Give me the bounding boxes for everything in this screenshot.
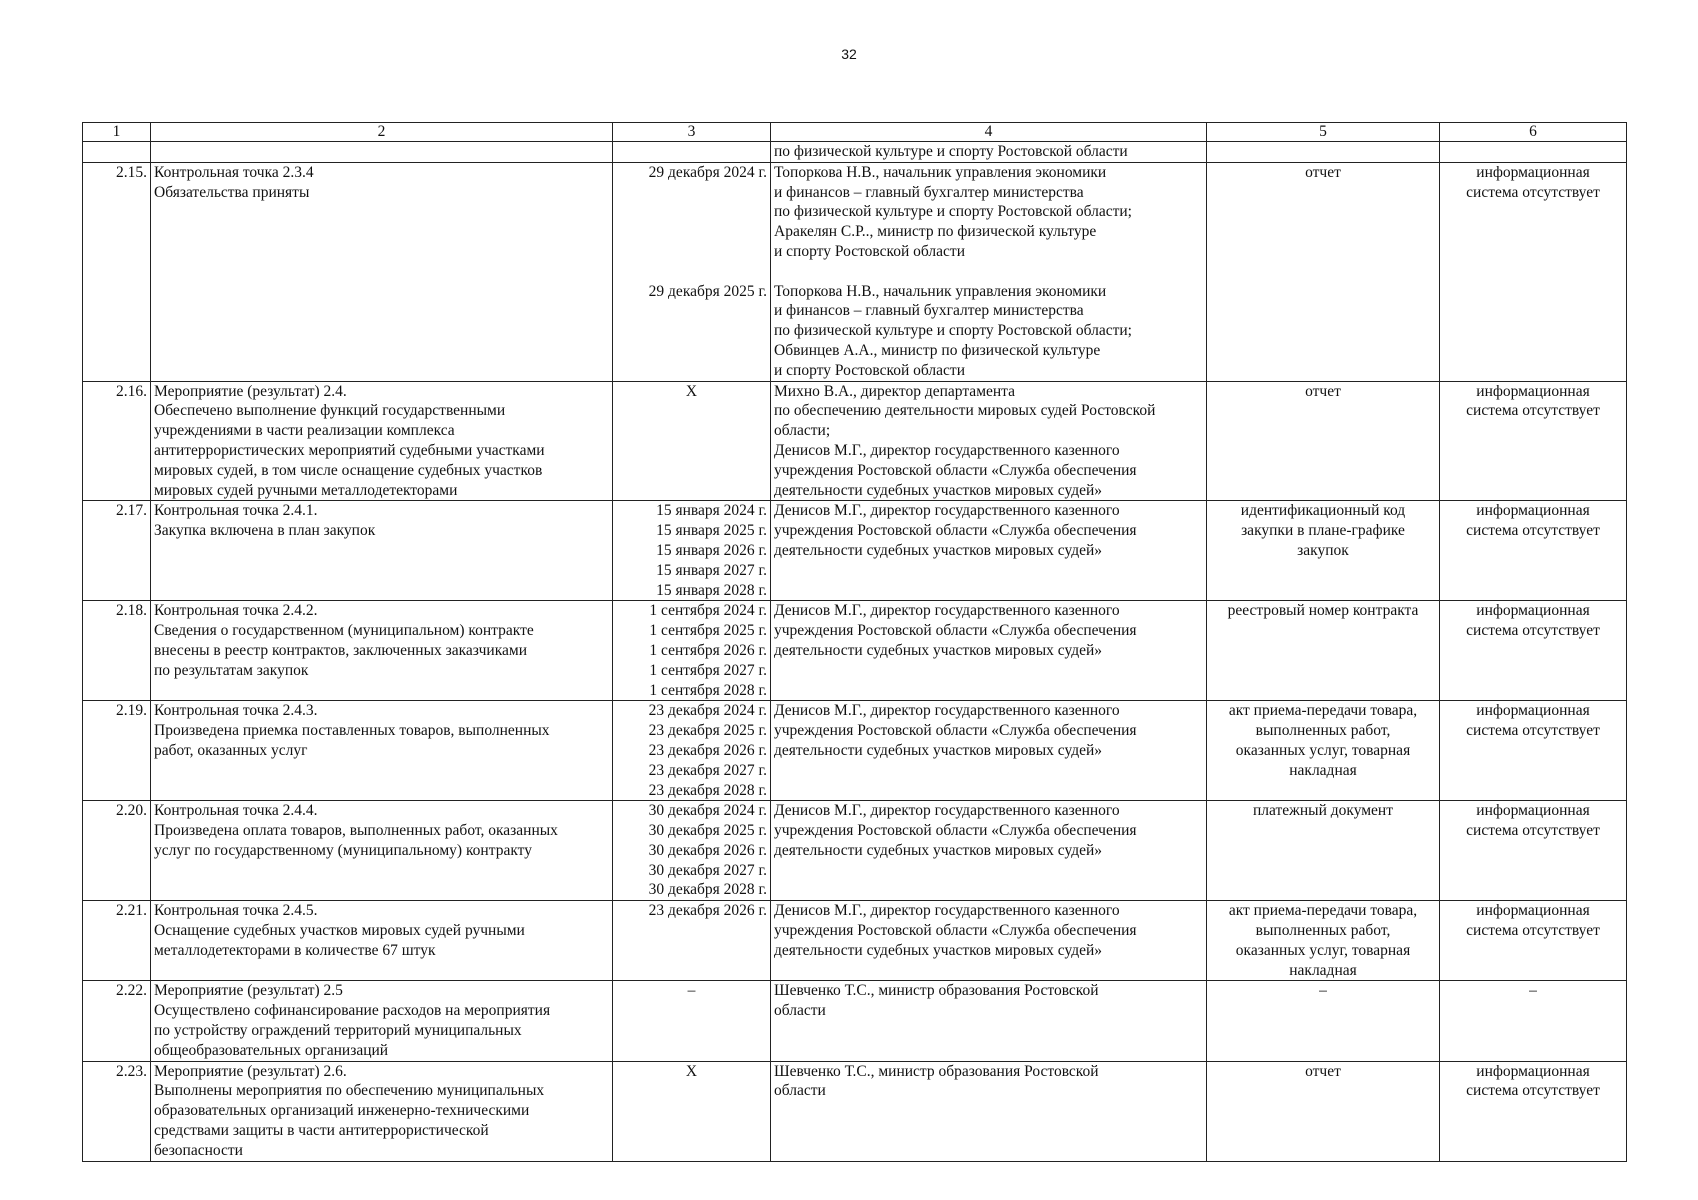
table-row: [83, 981, 1627, 1061]
row-description-cell: [151, 901, 613, 981]
row-responsible: Денисов М.Г., директор государственного казенного учреждения Ростовской области «Служба обеспечения деятельности судебных участков мировых судей»: [771, 501, 1207, 601]
row-description: Обеспечено выполнение функций государственными учреждениями в части реализации комплекса антитеррористических мероприятий судебными участками мировых судей, в том числе оснащение судебных участков мировых судей ручными металлодетекторами: [154, 402, 545, 499]
row-responsible: Шевченко Т.С., министр образования Ростовской области: [771, 981, 1207, 1061]
row-description-cell: [151, 381, 613, 501]
table-row: [83, 142, 1627, 163]
row-document: реестровый номер контракта: [1207, 601, 1440, 701]
row-title: Контрольная точка 2.4.4.: [154, 802, 318, 820]
row-system: информационная система отсутствует: [1440, 1061, 1627, 1161]
row-description-cell: [151, 162, 613, 381]
table-row: [83, 501, 1627, 601]
row-document: –: [1207, 981, 1440, 1061]
row-system: информационная система отсутствует: [1440, 601, 1627, 701]
page-number: 32: [841, 46, 857, 62]
row-document: платежный документ: [1207, 801, 1440, 901]
row-document: отчет: [1207, 162, 1440, 381]
column-header: 4: [771, 123, 1207, 142]
row-document: отчет: [1207, 381, 1440, 501]
column-header: 1: [83, 123, 151, 142]
row-dates: 23 декабря 2024 г. 23 декабря 2025 г. 23 декабря 2026 г. 23 декабря 2027 г. 23 декабря 2028 г.: [613, 701, 771, 801]
row-document: отчет: [1207, 1061, 1440, 1161]
row-document: акт приема-передачи товара, выполненных работ, оказанных услуг, товарная накладная: [1207, 701, 1440, 801]
row-number: 2.21.: [83, 901, 151, 981]
row-description-cell: [151, 1061, 613, 1161]
row-dates: 15 января 2024 г. 15 января 2025 г. 15 января 2026 г. 15 января 2027 г. 15 января 2028 г.: [613, 501, 771, 601]
row-dates: 1 сентября 2024 г. 1 сентября 2025 г. 1 сентября 2026 г. 1 сентября 2027 г. 1 сентября 2028 г.: [613, 601, 771, 701]
row-description-cell: [151, 701, 613, 801]
row-dates: –: [613, 981, 771, 1061]
table-row: [83, 901, 1627, 981]
table-row: [83, 162, 1627, 381]
row-number: 2.22.: [83, 981, 151, 1061]
row-title: Мероприятие (результат) 2.6.: [154, 1062, 347, 1080]
row-document: акт приема-передачи товара, выполненных работ, оказанных услуг, товарная накладная: [1207, 901, 1440, 981]
column-number-row: [83, 123, 1627, 142]
row-description: Осуществлено софинансирование расходов на мероприятия по устройству ограждений территорий муниципальных общеобразовательных организаций: [154, 1002, 551, 1059]
row-number: 2.16.: [83, 381, 151, 501]
table-body: [83, 142, 1627, 1162]
row-system: информационная система отсутствует: [1440, 501, 1627, 601]
row-responsible: Денисов М.Г., директор государственного казенного учреждения Ростовской области «Служба обеспечения деятельности судебных участков мировых судей»: [771, 901, 1207, 981]
row-description: Выполнены мероприятия по обеспечению муниципальных образовательных организаций инженерно-техническими средствами защиты в части антитеррористической безопасности: [154, 1082, 545, 1159]
table-row: [83, 701, 1627, 801]
row-number: 2.20.: [83, 801, 151, 901]
row-title: Контрольная точка 2.4.2.: [154, 602, 318, 620]
row-system: информационная система отсутствует: [1440, 801, 1627, 901]
row-responsible: Денисов М.Г., директор государственного казенного учреждения Ростовской области «Служба обеспечения деятельности судебных участков мировых судей»: [771, 801, 1207, 901]
row-number: 2.15.: [83, 162, 151, 381]
row-number: [83, 142, 151, 163]
row-dates: Х: [613, 1061, 771, 1161]
row-title: Контрольная точка 2.3.4: [154, 163, 314, 181]
row-system: [1440, 142, 1627, 163]
plan-table: [82, 122, 1627, 1162]
table-row: [83, 381, 1627, 501]
row-document: [1207, 142, 1440, 163]
row-description-cell: [151, 501, 613, 601]
row-description: Оснащение судебных участков мировых судей ручными металлодетекторами в количестве 67 штук: [154, 922, 525, 959]
row-responsible: Шевченко Т.С., министр образования Ростовской области: [771, 1061, 1207, 1161]
row-description-cell: [151, 601, 613, 701]
table-row: [83, 801, 1627, 901]
column-header: 6: [1440, 123, 1627, 142]
row-description-cell: [151, 981, 613, 1061]
row-description-cell: [151, 801, 613, 901]
row-responsible: Топоркова Н.В., начальник управления экономики и финансов – главный бухгалтер министерства по физической культуре и спорту Ростовской области; Аракелян С.Р.., министр по физической культуре и спорту Ростовской области Топоркова Н.В., начальник управления экономики и финансов – главный бухгалтер министерства по физической культуре и спорту Ростовской области; Обвинцев А.А., министр по физической культуре и спорту Ростовской области: [771, 162, 1207, 381]
row-number: 2.23.: [83, 1061, 151, 1161]
row-system: информационная система отсутствует: [1440, 701, 1627, 801]
column-header: 2: [151, 123, 613, 142]
row-description: Закупка включена в план закупок: [154, 522, 376, 540]
row-responsible: Михно В.А., директор департамента по обеспечению деятельности мировых судей Ростовской области; Денисов М.Г., директор государственного казенного учреждения Ростовской области «Служба обеспечения деятельности судебных участков мировых судей»: [771, 381, 1207, 501]
row-description: Обязательства приняты: [154, 183, 310, 201]
row-description: Произведена оплата товаров, выполненных работ, оказанных услуг по государственному (муниципальному) контракту: [154, 822, 558, 859]
row-dates: 30 декабря 2024 г. 30 декабря 2025 г. 30 декабря 2026 г. 30 декабря 2027 г. 30 декабря 2028 г.: [613, 801, 771, 901]
row-title: Мероприятие (результат) 2.4.: [154, 382, 347, 400]
column-header: 5: [1207, 123, 1440, 142]
table-row: [83, 601, 1627, 701]
row-document: идентификационный код закупки в плане-графике закупок: [1207, 501, 1440, 601]
row-dates: 23 декабря 2026 г.: [613, 901, 771, 981]
table-row: [83, 1061, 1627, 1161]
row-title: Мероприятие (результат) 2.5: [154, 982, 343, 1000]
row-number: 2.17.: [83, 501, 151, 601]
row-title: Контрольная точка 2.4.1.: [154, 502, 318, 520]
row-number: 2.19.: [83, 701, 151, 801]
row-dates: 29 декабря 2024 г. 29 декабря 2025 г.: [613, 162, 771, 381]
row-description: Произведена приемка поставленных товаров, выполненных работ, оказанных услуг: [154, 722, 550, 759]
row-responsible: по физической культуре и спорту Ростовской области: [771, 142, 1207, 163]
column-header: 3: [613, 123, 771, 142]
row-responsible: Денисов М.Г., директор государственного казенного учреждения Ростовской области «Служба обеспечения деятельности судебных участков мировых судей»: [771, 601, 1207, 701]
row-description-cell: [151, 142, 613, 163]
row-number: 2.18.: [83, 601, 151, 701]
row-system: информационная система отсутствует: [1440, 162, 1627, 381]
row-system: информационная система отсутствует: [1440, 901, 1627, 981]
row-system: информационная система отсутствует: [1440, 381, 1627, 501]
row-title: Контрольная точка 2.4.3.: [154, 702, 318, 720]
row-responsible: Денисов М.Г., директор государственного казенного учреждения Ростовской области «Служба обеспечения деятельности судебных участков мировых судей»: [771, 701, 1207, 801]
row-dates: Х: [613, 381, 771, 501]
row-description: Сведения о государственном (муниципальном) контракте внесены в реестр контрактов, заключенных заказчиками по результатам закупок: [154, 622, 534, 679]
row-title: Контрольная точка 2.4.5.: [154, 902, 318, 920]
row-system: –: [1440, 981, 1627, 1061]
row-dates: [613, 142, 771, 163]
